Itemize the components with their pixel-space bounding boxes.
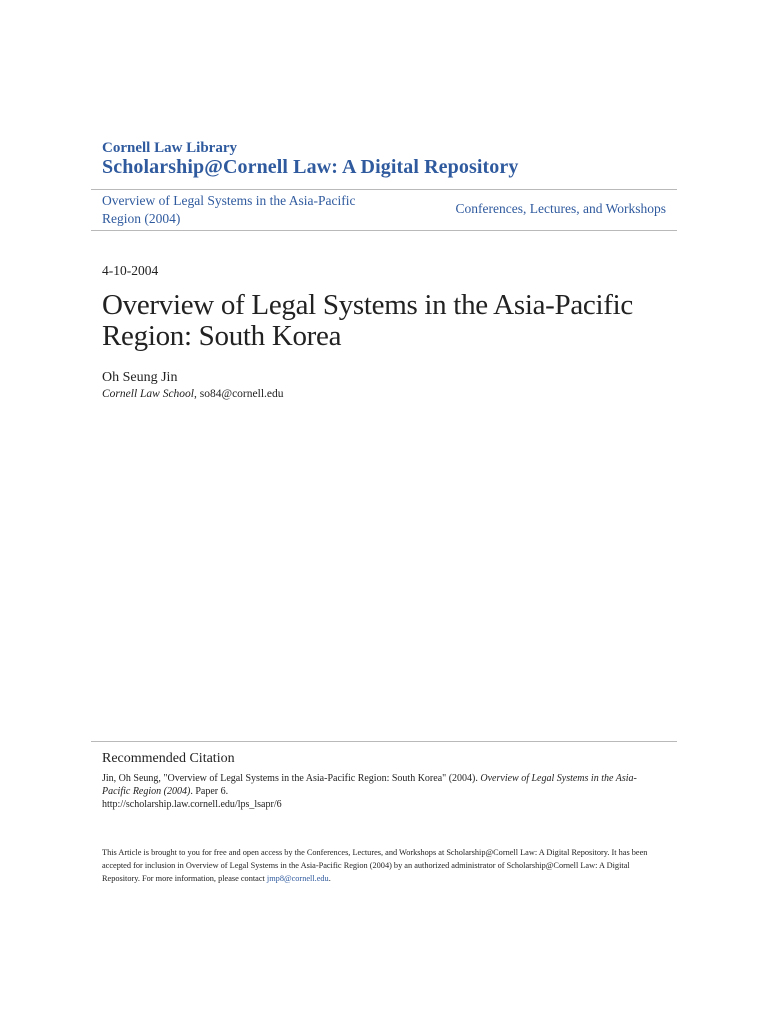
- access-note-end: .: [328, 874, 331, 883]
- library-name[interactable]: Cornell Law Library: [102, 140, 237, 156]
- citation-body: [102, 772, 662, 811]
- author-affiliation: [102, 388, 284, 400]
- access-note: [102, 846, 662, 885]
- author-name: Oh Seung Jin: [102, 370, 178, 385]
- citation-text: Jin, Oh Seung, "Overview of Legal Systems in the Asia-Pacific Region: South Korea" (2004).: [102, 773, 481, 784]
- publication-date: 4-10-2004: [102, 263, 159, 278]
- header-divider-top: [91, 189, 677, 190]
- article-title: Overview of Legal Systems in the Asia-Pacific Region: South Korea: [102, 289, 633, 352]
- citation-series: Overview of Legal Systems in the Asia-Pacific Region (2004): [102, 773, 637, 797]
- author-institution: Cornell Law School: [102, 388, 195, 400]
- citation-paper: . Paper 6.: [190, 786, 229, 797]
- contact-email-link[interactable]: jmp8@cornell.edu: [266, 874, 329, 883]
- citation-url[interactable]: http://scholarship.law.cornell.edu/lps_lsapr/6: [102, 799, 282, 810]
- access-note-text: This Article is brought to you for free and open access by the Conferences, Lectures, and Workshops at Scholarship@Cornell Law: A Digital Repository. It has been accepted for inclusion in Overview of Legal Systems in the Asia-Pacific Region (2004) by an authorized administrator of Scholarship@Cornell Law: A Digital Repository. For more information, please contact: [102, 848, 648, 883]
- series-link[interactable]: Overview of Legal Systems in the Asia-Pacific Region (2004): [102, 193, 356, 226]
- citation-divider: [91, 741, 677, 742]
- repository-name[interactable]: Scholarship@Cornell Law: A Digital Repository: [102, 156, 519, 178]
- author-email: , so84@cornell.edu: [194, 388, 284, 400]
- citation-heading: Recommended Citation: [102, 751, 235, 766]
- header-divider-bottom: [91, 230, 677, 231]
- collection-link[interactable]: Conferences, Lectures, and Workshops: [455, 201, 666, 216]
